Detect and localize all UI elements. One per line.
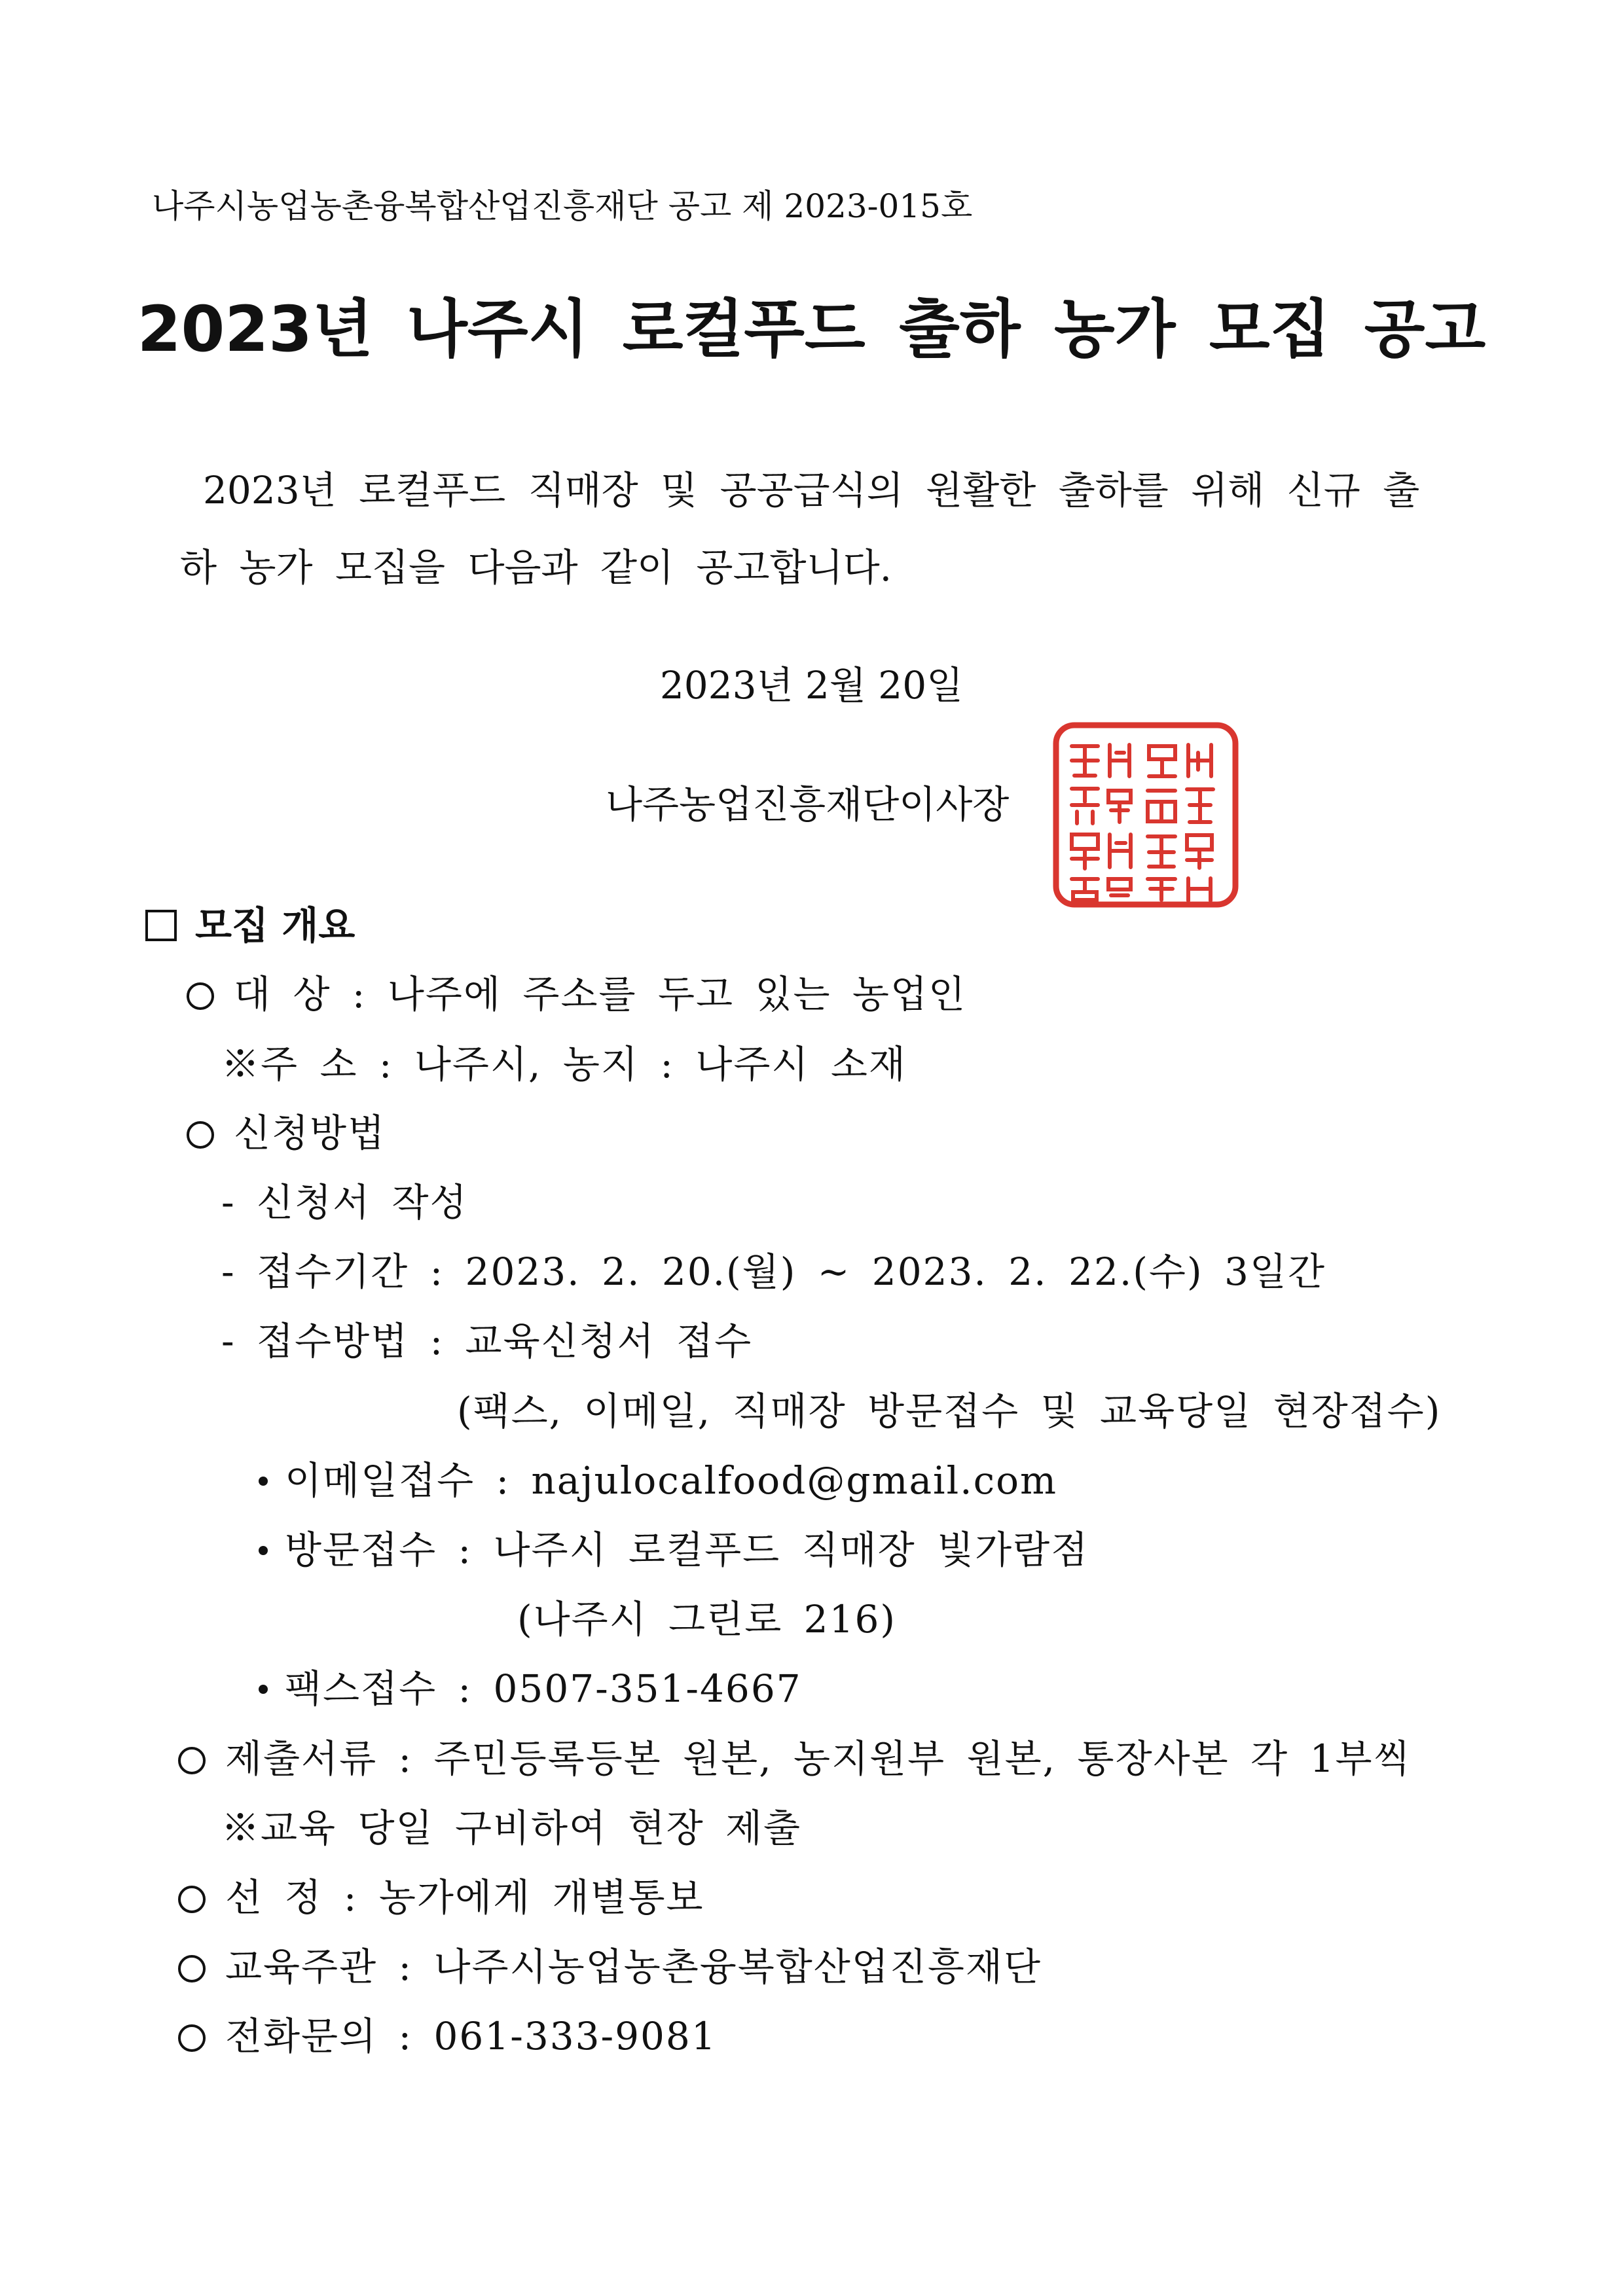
- row-method: [187, 1111, 386, 1155]
- row-host: [178, 1945, 1042, 1989]
- circle-bullet-icon: [178, 2024, 206, 2052]
- circle-bullet-icon: [187, 982, 214, 1010]
- dot-bullet-icon: [259, 1477, 268, 1486]
- row-phone-text: 전화문의 : 061-333-9081: [225, 2014, 717, 2058]
- row-target-text: 대 상 : 나주에 주소를 두고 있는 농업인: [234, 972, 967, 1016]
- notice-date: 2023년 2월 20일: [659, 663, 964, 708]
- row-email-text: 이메일접수 : najulocalfood@gmail.com: [285, 1458, 1057, 1503]
- issuer-name: 나주농업진흥재단이사장: [606, 782, 1010, 827]
- row-host-text: 교육주관 : 나주시농업농촌융복합산업진흥재단: [225, 1945, 1042, 1989]
- circle-bullet-icon: [178, 1955, 206, 1982]
- row-method-3-detail: (팩스, 이메일, 직매장 방문접수 및 교육당일 현장접수): [457, 1389, 1442, 1433]
- row-fax-text: 팩스접수 : 0507-351-4667: [285, 1666, 802, 1711]
- row-target-note: ※주 소 : 나주시, 농지 : 나주시 소재: [221, 1042, 907, 1086]
- section-heading-label: 모집 개요: [195, 903, 356, 948]
- dot-bullet-icon: [259, 1685, 268, 1694]
- row-documents-text: 제출서류 : 주민등록등본 원본, 농지원부 원본, 통장사본 각 1부씩: [225, 1736, 1412, 1781]
- dot-bullet-icon: [259, 1546, 268, 1555]
- row-documents-note: ※교육 당일 구비하여 현장 제출: [221, 1806, 802, 1850]
- circle-bullet-icon: [187, 1121, 214, 1149]
- row-method-2: - 접수기간 : 2023. 2. 20.(월) ~ 2023. 2. 22.(수) 3일간: [221, 1249, 1326, 1294]
- row-documents: [178, 1736, 1412, 1781]
- circle-bullet-icon: [178, 1886, 206, 1913]
- row-visit-address: (나주시 그린로 216): [517, 1597, 897, 1641]
- page-title: 2023년 나주시 로컬푸드 출하 농가 모집 공고: [137, 293, 1486, 366]
- row-method-3: - 접수방법 : 교육신청서 접수: [221, 1319, 753, 1363]
- row-visit-text: 방문접수 : 나주시 로컬푸드 직매장 빛가람점: [285, 1528, 1089, 1572]
- row-visit: [259, 1528, 1089, 1572]
- official-seal: [1051, 720, 1241, 910]
- row-phone: [178, 2014, 717, 2058]
- square-bullet-icon: [145, 910, 177, 941]
- row-fax: [259, 1666, 802, 1711]
- notice-number: 나주시농업농촌융복합산업진흥재단 공고 제 2023-015호: [152, 187, 973, 225]
- section-heading: [145, 903, 356, 948]
- circle-bullet-icon: [178, 1747, 206, 1774]
- intro-line-2: 하 농가 모집을 다음과 같이 공고합니다.: [180, 545, 892, 590]
- row-selection-text: 선 정 : 농가에게 개별통보: [225, 1875, 704, 1920]
- row-email: [259, 1458, 1057, 1503]
- row-selection: [178, 1875, 704, 1920]
- row-target: [187, 972, 967, 1016]
- row-method-text: 신청방법: [234, 1111, 386, 1155]
- row-method-1: - 신청서 작성: [221, 1180, 468, 1225]
- intro-line-1: 2023년 로컬푸드 직매장 및 공공급식의 원활한 출하를 위해 신규 출: [203, 468, 1420, 512]
